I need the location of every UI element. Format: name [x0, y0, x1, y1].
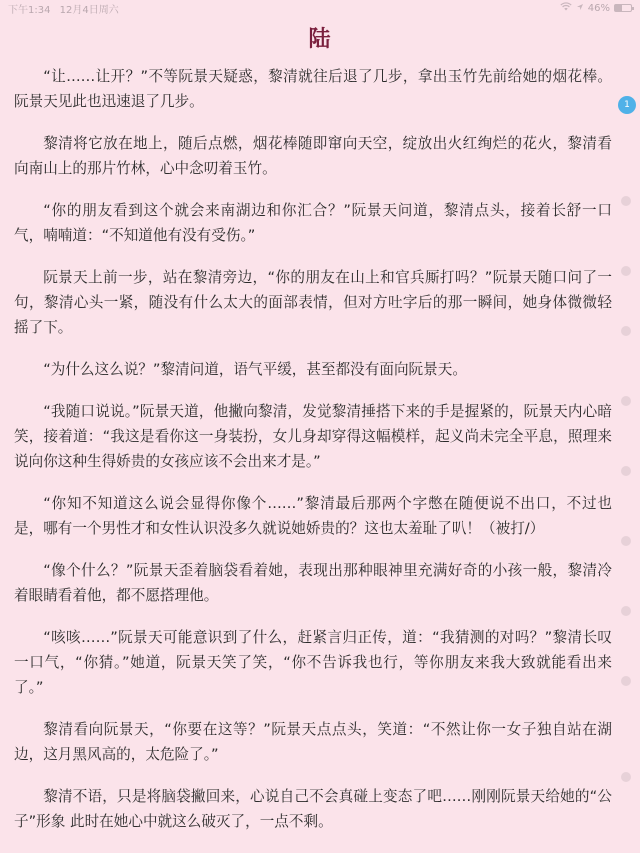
status-date: 12月4日周六 [59, 4, 119, 16]
location-icon [576, 3, 584, 14]
paragraph: “你知不知道这么说会显得你像个……”黎清最后那两个字憋在随便说不出口，不过也是，哪有一个男性才和女性认识没多久就说她娇贵的？这也太羞耻了叭！（被打/） [14, 495, 612, 537]
paragraph-index-dot[interactable] [621, 772, 631, 782]
status-time: 下午1:34 [8, 4, 51, 16]
paragraph-index-dot[interactable] [621, 396, 631, 406]
paragraph-index-dot[interactable] [621, 466, 631, 476]
battery-percent: 46% [587, 2, 610, 14]
battery-level-fill [615, 5, 622, 11]
paragraph: “我随口说说。”阮景天道，他撇向黎清，发觉黎清捶搭下来的手是握紧的，阮景天内心暗笑，接着道：“我这是看你这一身装扮，女儿身却穿得这幅模样，起义尚未完全平息，照理来说向你这种生得娇贵的女孩应该不会出来才是。” [14, 403, 612, 470]
paragraph: “为什么这么说？”黎清问道，语气平缓，甚至都没有面向阮景天。 [43, 361, 467, 378]
paragraph-index-dot[interactable] [621, 266, 631, 276]
paragraph: “你的朋友看到这个就会来南湖边和你汇合？”阮景天问道，黎清点头，接着长舒一口气，喃喃道：“不知道他有没有受伤。” [14, 202, 612, 244]
paragraph-index-active-marker[interactable]: 1 [618, 96, 636, 114]
chapter-title: 陆 [308, 27, 332, 52]
paragraph: “像个什么？”阮景天歪着脑袋看着她，表现出那种眼神里充满好奇的小孩一般，黎清冷着眼睛看着他，都不愿搭理他。 [14, 562, 612, 604]
paragraph-index-dot[interactable] [621, 606, 631, 616]
paragraph-index-dot[interactable] [621, 536, 631, 546]
status-bar [0, 0, 640, 16]
paragraph: “咳咳……”阮景天可能意识到了什么，赶紧言归正传，道：“我猜测的对吗？”黎清长叹一口气，“你猜。”她道，阮景天笑了笑，“你不告诉我也行，等你朋友来我大致就能看出来了。” [14, 629, 612, 696]
paragraph-index-rail[interactable] [618, 96, 634, 796]
status-right [560, 2, 632, 14]
paragraph: 黎清看向阮景天，“你要在这等？”阮景天点点头，笑道：“不然让你一女子独自站在湖边，这月黑风高的，太危险了。” [14, 721, 612, 763]
battery-icon [614, 4, 632, 12]
paragraph: 黎清不语，只是将脑袋撇回来，心说自己不会真碰上变态了吧……刚刚阮景天给她的“公子”形象 此时在她心中就这么破灭了，一点不剩。 [14, 788, 612, 830]
reading-content [14, 64, 612, 851]
paragraph-index-dot[interactable] [621, 676, 631, 686]
paragraph-index-dot[interactable] [621, 326, 631, 336]
paragraph: “让……让开？”不等阮景天疑惑，黎清就往后退了几步，拿出玉竹先前给她的烟花棒。阮景天见此也迅速退了几步。 [14, 68, 612, 110]
paragraph: 黎清将它放在地上，随后点燃，烟花棒随即窜向天空，绽放出火红绚烂的花火，黎清看向南山上的那片竹林，心中念叨着玉竹。 [14, 135, 612, 177]
status-left [8, 1, 125, 16]
wifi-icon [560, 2, 572, 14]
paragraph: 阮景天上前一步，站在黎清旁边，“你的朋友在山上和官兵厮打吗？”阮景天随口问了一句，黎清心头一紧，随没有什么太大的面部表情，但对方吐字后的那一瞬间，她身体微微轻摇了下。 [14, 269, 612, 336]
paragraph-index-dot[interactable] [621, 196, 631, 206]
